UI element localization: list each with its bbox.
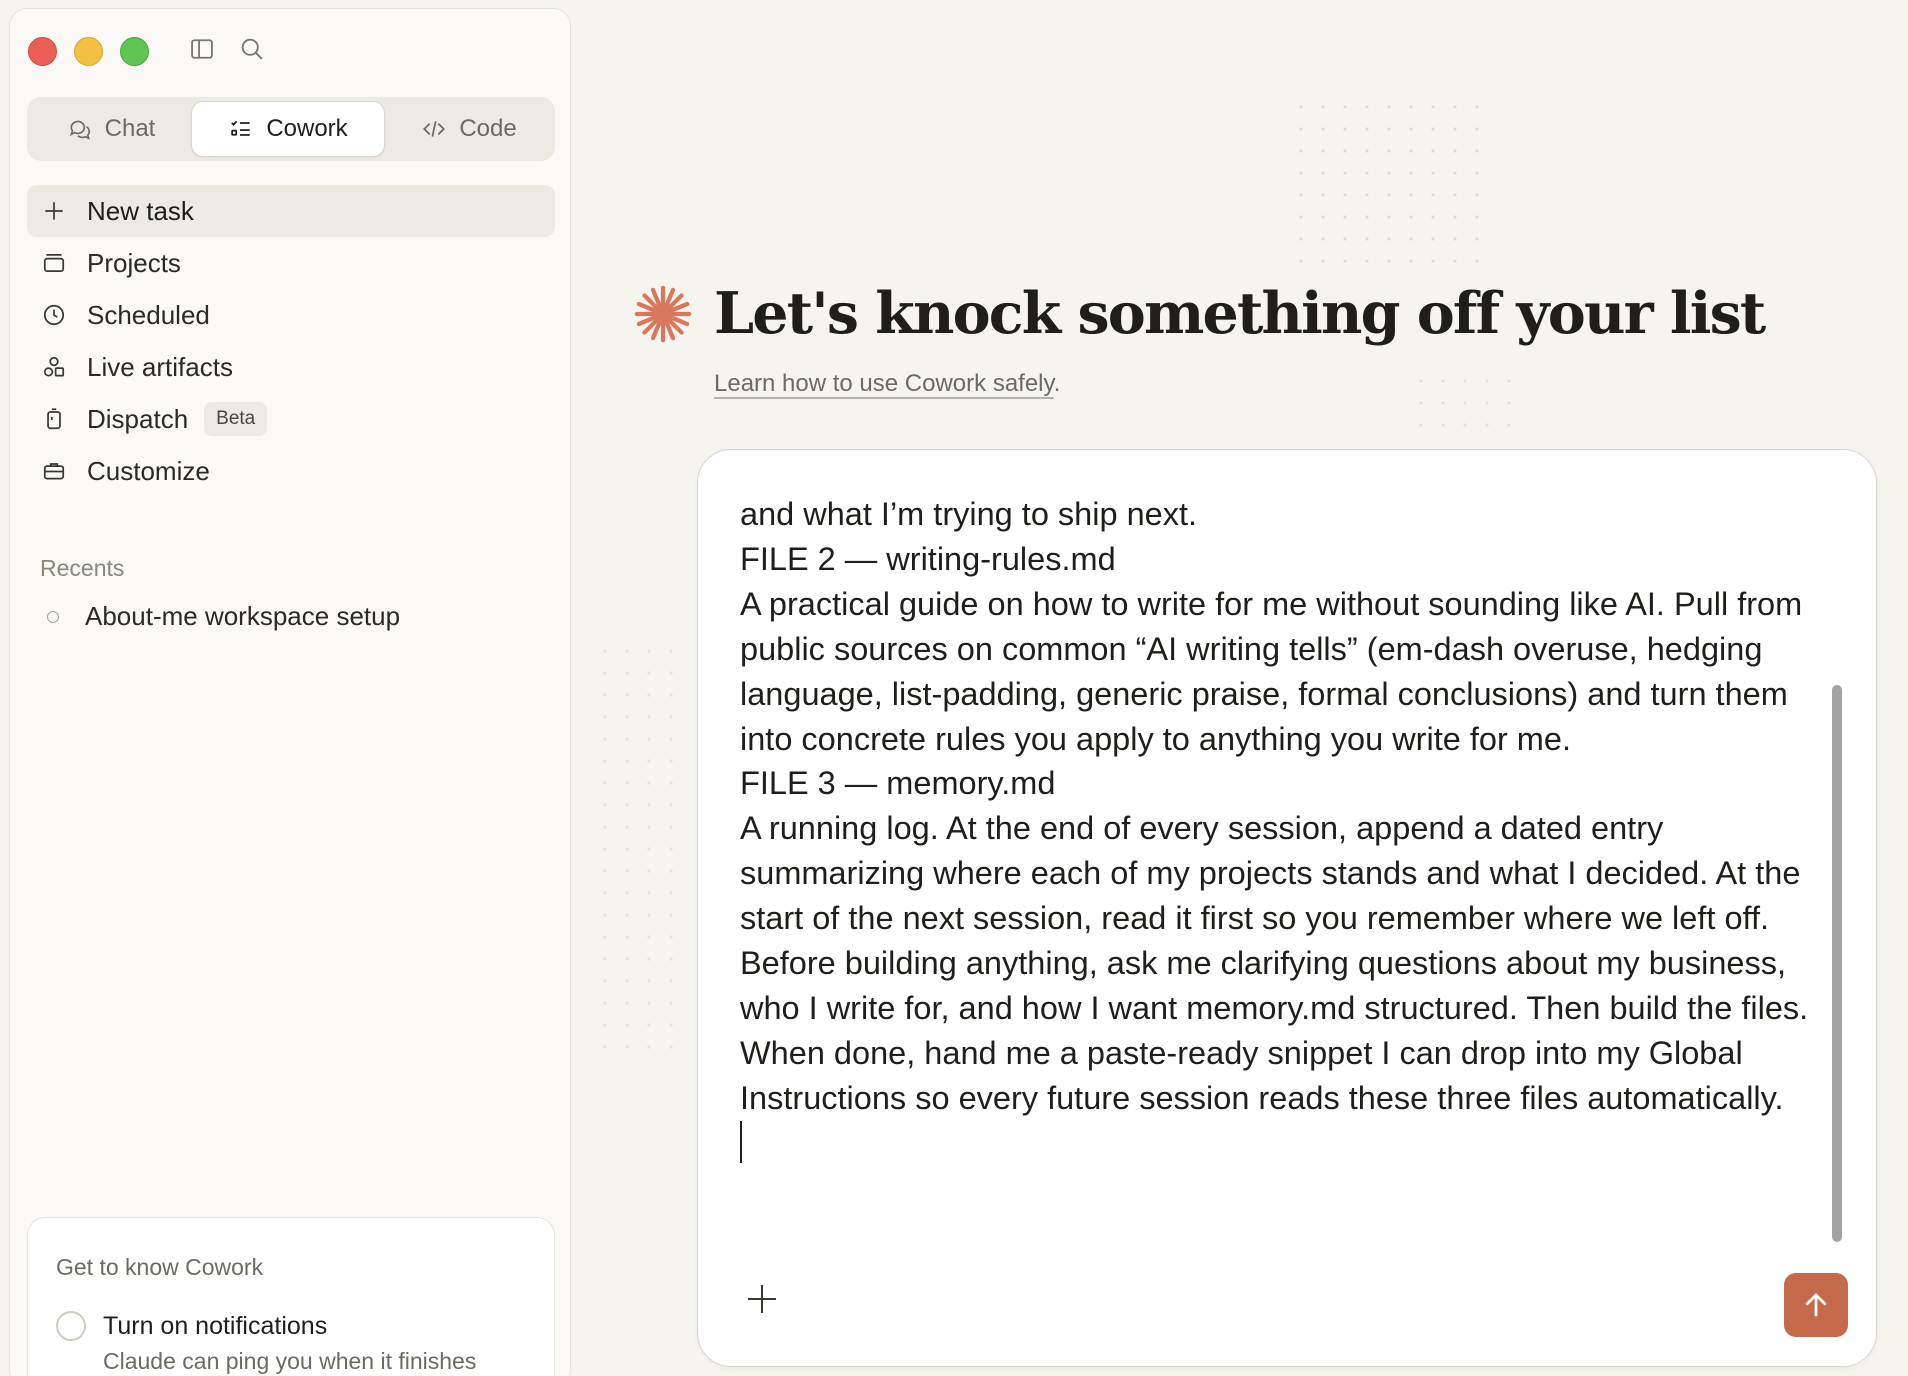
dispatch-icon <box>41 406 67 432</box>
shapes-icon <box>41 354 67 380</box>
learn-cowork-link[interactable]: Learn how to use Cowork safely <box>714 370 1054 397</box>
sidebar-toolbar <box>188 35 266 68</box>
send-button[interactable] <box>1784 1273 1848 1337</box>
plus-icon <box>742 1279 782 1319</box>
dot-pattern-right <box>1410 370 1530 440</box>
get-to-know-card <box>27 1217 555 1376</box>
sidebar-item-label: Scheduled <box>87 299 210 330</box>
notifications-title[interactable]: Turn on notifications <box>103 1312 328 1340</box>
hero <box>632 280 1764 347</box>
recent-item-label: About-me workspace setup <box>85 601 401 631</box>
mode-switch <box>27 97 555 161</box>
text-cursor <box>740 1121 742 1163</box>
composer-scrollbar[interactable] <box>1832 685 1842 1242</box>
sidebar-item-new-task[interactable] <box>27 185 555 237</box>
toggle-sidebar-icon[interactable] <box>188 35 216 68</box>
notifications-subtitle: Claude can ping you when it finishes <box>103 1348 477 1374</box>
sidebar-item-projects[interactable] <box>27 237 555 289</box>
clock-icon <box>41 302 67 328</box>
recent-item[interactable] <box>47 601 400 632</box>
dot-pattern-left <box>594 640 684 1060</box>
tab-cowork-label: Cowork <box>266 115 348 142</box>
window-controls <box>28 37 149 66</box>
dot-pattern-top <box>1290 96 1480 266</box>
learn-text <box>714 370 1060 398</box>
get-to-know-title: Get to know Cowork <box>56 1254 264 1280</box>
tab-code[interactable] <box>385 101 553 157</box>
tab-chat[interactable] <box>31 101 191 157</box>
beta-badge: Beta <box>204 402 267 436</box>
code-icon <box>421 116 447 142</box>
sidebar-item-label: Customize <box>87 455 210 486</box>
sidebar <box>9 8 571 1376</box>
sidebar-item-label: Dispatch <box>87 403 189 434</box>
close-window-button[interactable] <box>28 37 57 66</box>
chat-icon <box>67 116 93 142</box>
sidebar-item-label: Live artifacts <box>87 351 233 382</box>
minimize-window-button[interactable] <box>74 37 103 66</box>
sidebar-nav <box>27 185 555 497</box>
claude-star-icon <box>632 283 694 345</box>
prompt-text: and what I’m trying to ship next. FILE 2 — writing-rules.md A practical guide on how to write for me without sounding like AI. Pull from public sources on common “AI writing tells” (em-dash overuse, hedging language, list-padding, generic praise, formal conclusions) and turn them into concrete rules you apply to anything you write for me. FILE 3 — memory.md A running log. At the end of every session, append a dated entry summarizing where each of my projects stands and what I decided. At the start of the next session, read it first so you remember where we left off. Before building anything, ask me clarifying questions about my business, who I write for, and how I want memory.md structured. Then build the files. When done, hand me a paste-ready snippet I can drop into my Global Instructions so every future session reads these three files automatically. <box>740 496 1809 1116</box>
prompt-input[interactable] <box>740 492 1820 1292</box>
sidebar-item-label: Projects <box>87 247 181 278</box>
tab-cowork[interactable] <box>191 101 385 157</box>
tab-code-label: Code <box>459 115 517 142</box>
notifications-checkbox[interactable] <box>56 1311 86 1341</box>
sidebar-item-scheduled[interactable] <box>27 289 555 341</box>
arrow-up-icon <box>1801 1290 1831 1320</box>
recents-heading: Recents <box>40 555 125 581</box>
tab-chat-label: Chat <box>104 115 156 142</box>
learn-suffix: . <box>1053 370 1061 397</box>
recent-dot-icon <box>47 611 59 623</box>
briefcase-icon <box>41 458 67 484</box>
sidebar-item-label: New task <box>87 195 194 226</box>
sidebar-item-dispatch[interactable] <box>27 393 555 445</box>
page-title: Let's knock something off your list <box>714 280 1765 347</box>
sidebar-item-live-artifacts[interactable] <box>27 341 555 393</box>
maximize-window-button[interactable] <box>120 37 149 66</box>
plus-icon <box>41 198 67 224</box>
cowork-icon <box>228 116 254 142</box>
add-attachment-button[interactable] <box>742 1279 782 1319</box>
projects-icon <box>41 250 67 276</box>
sidebar-item-customize[interactable] <box>27 445 555 497</box>
search-icon[interactable] <box>238 35 266 68</box>
prompt-composer <box>697 449 1877 1367</box>
